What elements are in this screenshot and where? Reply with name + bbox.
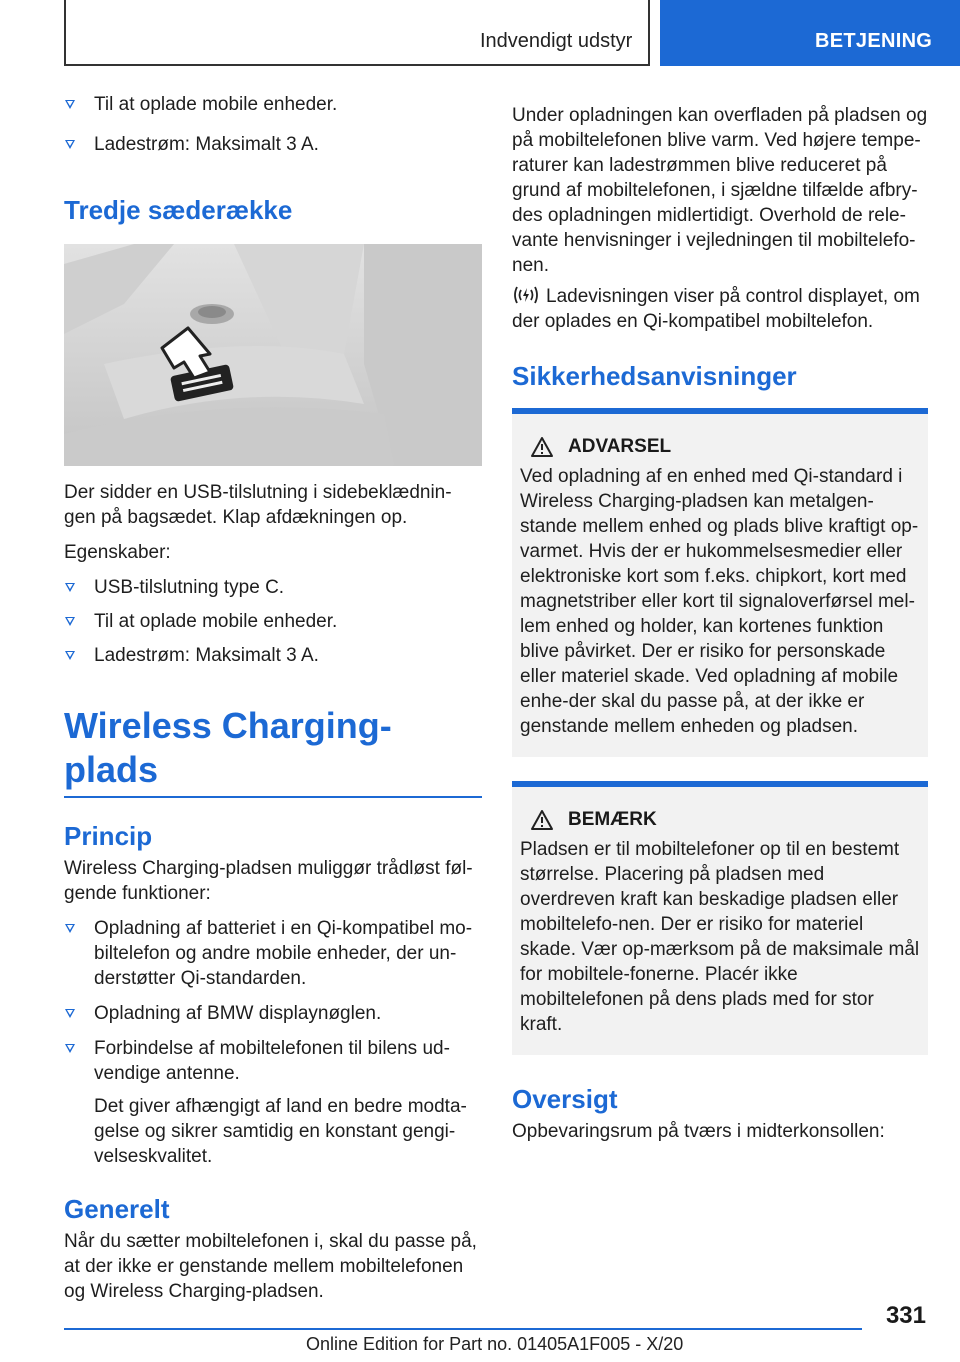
list-item: USB-tilslutning type C. (64, 575, 482, 600)
right-column (512, 92, 928, 1144)
heading-sikkerhedsanvisninger: Sikkerhedsanvisninger (512, 361, 797, 391)
heading-underline (64, 796, 482, 798)
warning-triangle-icon (530, 436, 554, 458)
edition-text: Online Edition for Part no. 01405A1F005 - X/20 (306, 1334, 684, 1354)
warning-title: ADVARSEL (520, 434, 920, 460)
heading-oversigt: Oversigt (512, 1084, 618, 1114)
page-number: 331 (885, 1302, 926, 1329)
intro-text: Under opladningen kan overfladen på pladsen og på mobiltelefonen blive varm. Ved højere tempe-raturer kan ladestrømmen blive reduceret på grund af mobiltelefonen, i sjældne tilfælde afbry-des opladningen midlertidigt. Overhold de rele-vante henvisninger i vejledningen til mobiltelefo-nen. (512, 105, 928, 276)
triangle-bullet-icon (65, 651, 75, 660)
triangle-bullet-icon (65, 1044, 75, 1053)
heading-princip: Princip (64, 821, 153, 851)
list-item: Ladestrøm: Maksimalt 3 A. (64, 132, 482, 164)
triangle-bullet-icon (65, 140, 75, 149)
notice-title: BEMÆRK (520, 807, 920, 833)
seat-usb-illustration (64, 244, 482, 466)
list-item: Til at oplade mobile enheder. (64, 609, 482, 634)
generelt-text: Når du sætter mobiltelefonen i, skal du passe på, at der ikke er genstande mellem mobiltelefonen og Wireless Charging-pladsen. (64, 1231, 477, 1302)
header-tab[interactable] (660, 0, 960, 66)
princip-note: Det giver afhængigt af land en bedre modta-gelse og sikrer samtidig en konstant gengi-velseskvalitet. (94, 1096, 467, 1167)
warning-box (512, 408, 928, 757)
display-note: Ladevisningen viser på control displayet, om der oplades en Qi-kompatibel mobiltelefon. (512, 286, 920, 332)
warning-triangle-icon (530, 809, 554, 831)
egenskaber-label: Egenskaber: (64, 542, 171, 563)
list-item: Opladning af BMW displaynøglen. (64, 1001, 482, 1026)
notice-box (512, 781, 928, 1055)
left-column (64, 92, 482, 1304)
triangle-bullet-icon (65, 100, 75, 109)
triangle-bullet-icon (65, 924, 75, 933)
triangle-bullet-icon (65, 1009, 75, 1018)
usb-port-photo (64, 244, 482, 466)
oversigt-text: Opbevaringsrum på tværs i midterkonsollen: (512, 1121, 885, 1142)
usb-description: Der sidder en USB-tilslutning i sidebeklædnin-gen på bagsædet. Klap afdækningen op. (64, 482, 452, 528)
notice-text: Pladsen er til mobiltelefoner op til en bestemt størrelse. Placering på pladsen med overdreven kraft kan beskadige pladsen eller mobiltelefo-nen. Der er risiko for materiel skade. Vær op-mærksom på de maksimale mål for mobiltele-fonerne. Placér ikke mobiltelefonen på dens plads med for stor kraft. (520, 839, 920, 1035)
wireless-charging-icon (512, 285, 540, 305)
triangle-bullet-icon (65, 617, 75, 626)
header-section-title: Indvendigt udstyr (480, 30, 633, 52)
heading-generelt: Generelt (64, 1194, 170, 1224)
list-item: Ladestrøm: Maksimalt 3 A. (64, 643, 482, 668)
list-item: Forbindelse af mobiltelefonen til bilens ud-vendige antenne. (64, 1036, 482, 1086)
list-item: Til at oplade mobile enheder. (64, 92, 482, 124)
header-tab-label: BETJENING (815, 30, 933, 52)
heading-wireless-charging: Wireless Charging-plads (64, 705, 392, 790)
list-item: Opladning af batteriet i en Qi-kompatibel mo-biltelefon og andre mobile enheder, der un-derstøtter Qi-standarden. (64, 916, 482, 991)
heading-tredje-saederaekke: Tredje sæderække (64, 195, 293, 225)
footer-rule (64, 1328, 862, 1330)
triangle-bullet-icon (65, 583, 75, 592)
warning-text: Ved opladning af en enhed med Qi-standard i Wireless Charging-pladsen kan metalgen-stande mellem enhed og plads blive kraftigt op-varmet. Hvis der er hukommelsesmedier eller elektroniske kort som f.eks. chipkort, kort med magnetstriber eller kort til signaloverførsel mel-lem enhed og holder, kan kortenes funktion blive påvirket. Der er risiko for personskade eller materiel skade. Ved opladning af mobile enhe-der skal du passe på, at der ikke er genstande mellem enheden og pladsen. (520, 466, 919, 737)
princip-text: Wireless Charging-pladsen muliggør trådløst føl-gende funktioner: (64, 858, 473, 904)
